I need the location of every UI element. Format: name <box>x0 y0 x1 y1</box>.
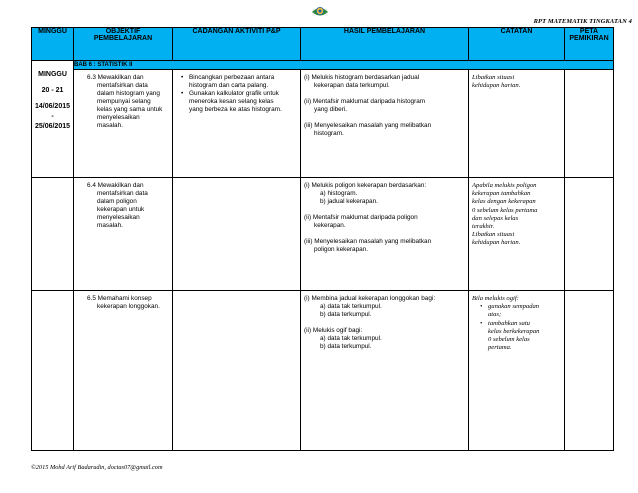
note-line: dan selepas kelas <box>472 214 519 222</box>
objective-line: kekerapan longgokan. <box>97 303 160 310</box>
week-cell-empty <box>32 178 74 291</box>
activity-cell <box>173 178 301 291</box>
outcome-line: kekerapan. <box>314 222 346 229</box>
note-line: kelas berkekerapan <box>488 327 540 335</box>
objective-line: menyelesaikan <box>97 214 140 221</box>
objective-line: dalam poligon <box>97 198 137 205</box>
note-bullet <box>478 320 562 353</box>
outcome-cell <box>301 178 469 291</box>
note-line: kehidupan harian. <box>472 239 521 247</box>
activity-line: • Bincangkan perbezaan antara <box>189 74 275 81</box>
thinking-map-cell <box>565 178 614 291</box>
activity-cell <box>173 291 301 451</box>
objective-line: Mewakilkan dan <box>97 182 144 189</box>
activity-line: • Gunakan kalkulator grafik untuk <box>189 90 279 97</box>
objective-line: mempunyai selang <box>97 98 151 105</box>
note-line: • tambahkan satu <box>488 319 530 327</box>
objective-line: masalah. <box>97 222 123 229</box>
outcome-cell <box>301 70 469 178</box>
note-line: • gunakan sempadan <box>488 303 540 311</box>
notes-cell <box>469 178 565 291</box>
outcome-line: a) histogram. <box>320 190 358 197</box>
objective-number: 6.3 <box>87 74 96 81</box>
outcome-cell <box>301 291 469 451</box>
objective-line: dalam histogram yang <box>97 90 160 97</box>
activity-line: histogram dan carta palang. <box>189 82 269 89</box>
table-row <box>32 70 614 178</box>
week-cell-empty <box>32 291 74 451</box>
note-line: 0 sebelum kelas pertama <box>472 206 538 214</box>
outcome-line: b) data terkumpul. <box>320 311 372 318</box>
activity-line: meneroka kesan selang kelas <box>189 98 274 105</box>
outcome-line: b) jadual kekerapan. <box>320 198 378 205</box>
note-line: Libatkan situasi <box>472 231 515 239</box>
note-line: 0 sebelum kelas <box>488 336 530 344</box>
outcome-line: yang diberi. <box>314 106 348 113</box>
activity-line: yang berbeza ke atas histogram. <box>189 106 282 113</box>
outcome-line: (ii) Mentafsir maklumat daripada poligon <box>304 214 418 221</box>
col-header-peta: PETA PEMIKIRAN <box>565 28 614 61</box>
activity-item <box>179 90 298 114</box>
objective-line: kelas yang sama untuk <box>97 106 163 113</box>
objective-line: masalah. <box>97 122 123 129</box>
document-title: RPT MATEMATIK TINGKATAN 4 <box>533 18 632 25</box>
header-row <box>32 28 614 61</box>
note-line: pertama. <box>488 344 512 352</box>
objective-number: 6.4 <box>87 182 96 189</box>
outcome-line: (ii) Melukis ogif bagi: <box>304 327 363 334</box>
objective-line: Memahami konsep <box>97 295 152 302</box>
outcome-line: (iii) Menyelesaikan masalah yang melibatkan <box>304 122 432 129</box>
bab-row <box>32 61 614 70</box>
outcome-line: histogram. <box>314 130 344 137</box>
note-line: kelas dengan kekerapan <box>472 198 536 206</box>
week-from: 14/06/2015 <box>34 102 71 110</box>
note-line: kekerapan tambahkan <box>472 190 531 198</box>
week-cell-top <box>32 61 74 70</box>
outcome-line: (iii) Menyelesaikan masalah yang melibatkan <box>304 238 432 245</box>
week-label: MINGGU <box>38 70 67 78</box>
objective-cell <box>74 291 173 451</box>
objective-line: mentafsirkan data <box>97 82 148 89</box>
outcome-line: b) data terkumpul. <box>320 343 372 350</box>
outcome-line: kekerapan data terkumpul. <box>314 82 390 89</box>
objective-line: kekerapan untuk <box>97 206 145 213</box>
objective-cell <box>74 178 173 291</box>
thinking-map-cell <box>565 70 614 178</box>
activity-item <box>179 74 298 90</box>
footer-copyright: ©2015 Mohd Arif Badarudin, doctas07@gmail.com <box>31 464 163 471</box>
table-row <box>32 178 614 291</box>
outcome-line: poligon kekerapan. <box>314 246 369 253</box>
thinking-map-cell <box>565 291 614 451</box>
note-line: Libatkan situasi <box>472 74 515 81</box>
note-line: kehidupan harian. <box>472 82 521 90</box>
outcome-line: (ii) Mentafsir maklumat daripada histogram <box>304 98 426 105</box>
col-header-hasil: HASIL PEMBELAJARAN <box>301 28 469 61</box>
outcome-line: a) data tak terkumpul. <box>320 335 382 342</box>
table-row <box>32 291 614 451</box>
objective-number: 6.5 <box>87 295 96 302</box>
note-line: terakhir. <box>472 223 495 231</box>
objective-line: Mewakilkan dan <box>97 74 144 81</box>
objective-cell <box>74 70 173 178</box>
week-dash: - <box>51 112 54 120</box>
note-line: Apabila melukis poligon <box>472 182 537 189</box>
chapter-label: BAB 6 : STATISTIK II <box>74 61 614 70</box>
objective-line: mentafsirkan data <box>97 190 148 197</box>
lesson-plan-table <box>31 27 614 451</box>
school-crest-icon <box>311 3 329 19</box>
outcome-line: (i) Membina jadual kekerapan longgokan bagi: <box>304 295 436 302</box>
week-cell <box>32 70 74 178</box>
note-line: Bila melukis ogif: <box>472 295 519 302</box>
note-bullet <box>478 303 562 319</box>
notes-cell <box>469 291 565 451</box>
col-header-objektif: OBJEKTIF PEMBELAJARAN <box>74 28 173 61</box>
notes-cell <box>469 70 565 178</box>
note-line: atas; <box>488 311 502 319</box>
col-header-minggu: MINGGU <box>32 28 74 61</box>
col-header-catatan: CATATAN <box>469 28 565 61</box>
outcome-line: (i) Melukis histogram berdasarkan jadual <box>304 74 420 81</box>
col-header-aktiviti: CADANGAN AKTIVITI P&P <box>173 28 301 61</box>
outcome-line: a) data tak terkumpul. <box>320 303 382 310</box>
activity-cell <box>173 70 301 178</box>
week-range: 20 - 21 <box>41 86 64 94</box>
week-to: 25/06/2015 <box>34 122 71 130</box>
objective-line: menyelesaikan <box>97 114 140 121</box>
outcome-line: (i) Melukis poligon kekerapan berdasarkan: <box>304 182 427 189</box>
